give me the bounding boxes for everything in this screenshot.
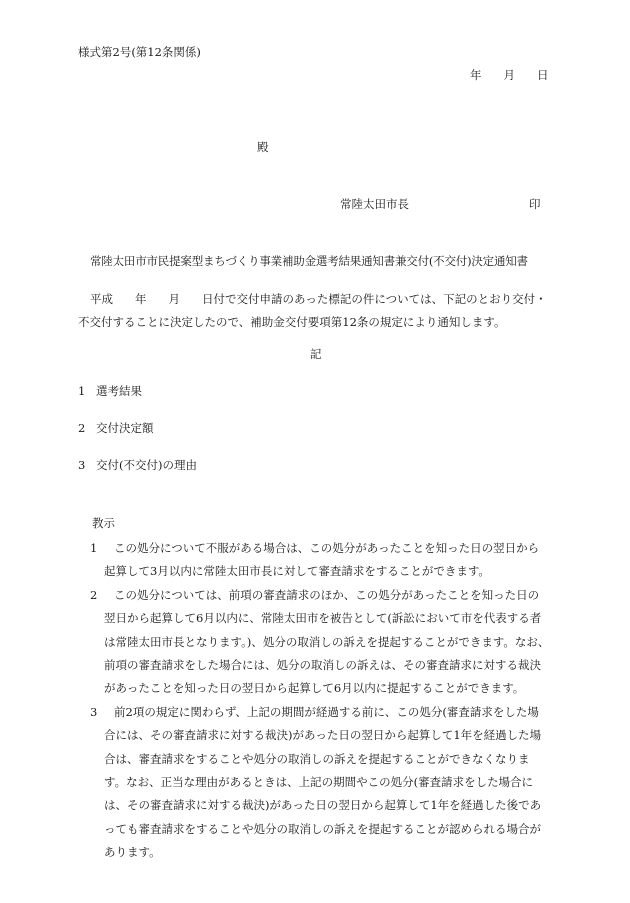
item-number: 2	[78, 421, 86, 435]
notice-text: この処分については、前項の審査請求のほか、この処分があったことを知った日の翌日から起算して6月以内に、常陸太田市を被告として(訴訟において市を代表する者は常陸太田市長となります。)、処分の取消しの訴えを提起することができます。なお、前項の審査請求をした場合には、処分の取消しの訴えは、その審査請求に対する裁決があったことを知った日の翌日から起算して6月以内に提起することができます。	[104, 587, 550, 696]
date-line	[470, 67, 549, 83]
document-title: 常陸太田市市民提案型まちづくり事業補助金選考結果通知書兼交付(不交付)決定通知書	[90, 254, 528, 268]
ki-heading: 記	[310, 347, 322, 361]
notice-number: 1	[90, 541, 98, 555]
item-number: 1	[78, 384, 86, 398]
notice-heading: 教示	[92, 516, 115, 530]
issuer-name: 常陸太田市長	[340, 197, 409, 211]
notice-item	[90, 537, 550, 584]
notice-text: この処分について不服がある場合は、この処分があったことを知った日の翌日から起算して3月以内に常陸太田市長に対して審査請求をすることができます。	[104, 541, 540, 579]
issuer-seal: 印	[529, 197, 541, 211]
date-month: 月	[503, 68, 515, 82]
date-day: 日	[537, 68, 549, 82]
notice-number: 2	[90, 587, 98, 602]
document-body	[78, 288, 558, 334]
notice-text: 前2項の規定に関わらず、上記の期間が経過する前に、この処分(審査請求をした場合には、その審査請求に対する裁決)があった日の翌日から起算して1年を経過した場合は、審査請求をすることや処分の取消しの訴えを提起することができなくなります。なお、正当な理由があるときは、上記の期間やこの処分(審査請求をした場合には、その審査請求に対する裁決)があった日の翌日から起算して1年を経過した後であっても審査請求をすることや処分の取消しの訴えを提起することが認められる場合があります。	[104, 704, 542, 860]
date-year: 年	[470, 68, 482, 82]
body-text: 日付で交付申請のあった標記の件については、下記のとおり交付・不交付することに決定したので、補助金交付要項第12条の規定により通知します。	[78, 292, 547, 329]
item-label: 交付(不交付)の理由	[96, 458, 197, 472]
body-month: 月	[168, 292, 180, 306]
item-label: 選考結果	[96, 384, 142, 398]
form-number: 様式第2号(第12条関係)	[78, 45, 201, 59]
body-era: 平成	[90, 292, 113, 306]
list-item	[78, 420, 154, 436]
body-year: 年	[135, 292, 147, 306]
list-item	[78, 383, 142, 399]
list-item	[78, 457, 197, 473]
notice-item	[90, 584, 550, 701]
addressee-honorific: 殿	[257, 140, 269, 154]
item-number: 3	[78, 458, 86, 472]
notice-number: 3	[90, 704, 98, 719]
item-label: 交付決定額	[96, 421, 154, 435]
notice-list	[90, 537, 550, 865]
notice-item	[90, 701, 550, 865]
